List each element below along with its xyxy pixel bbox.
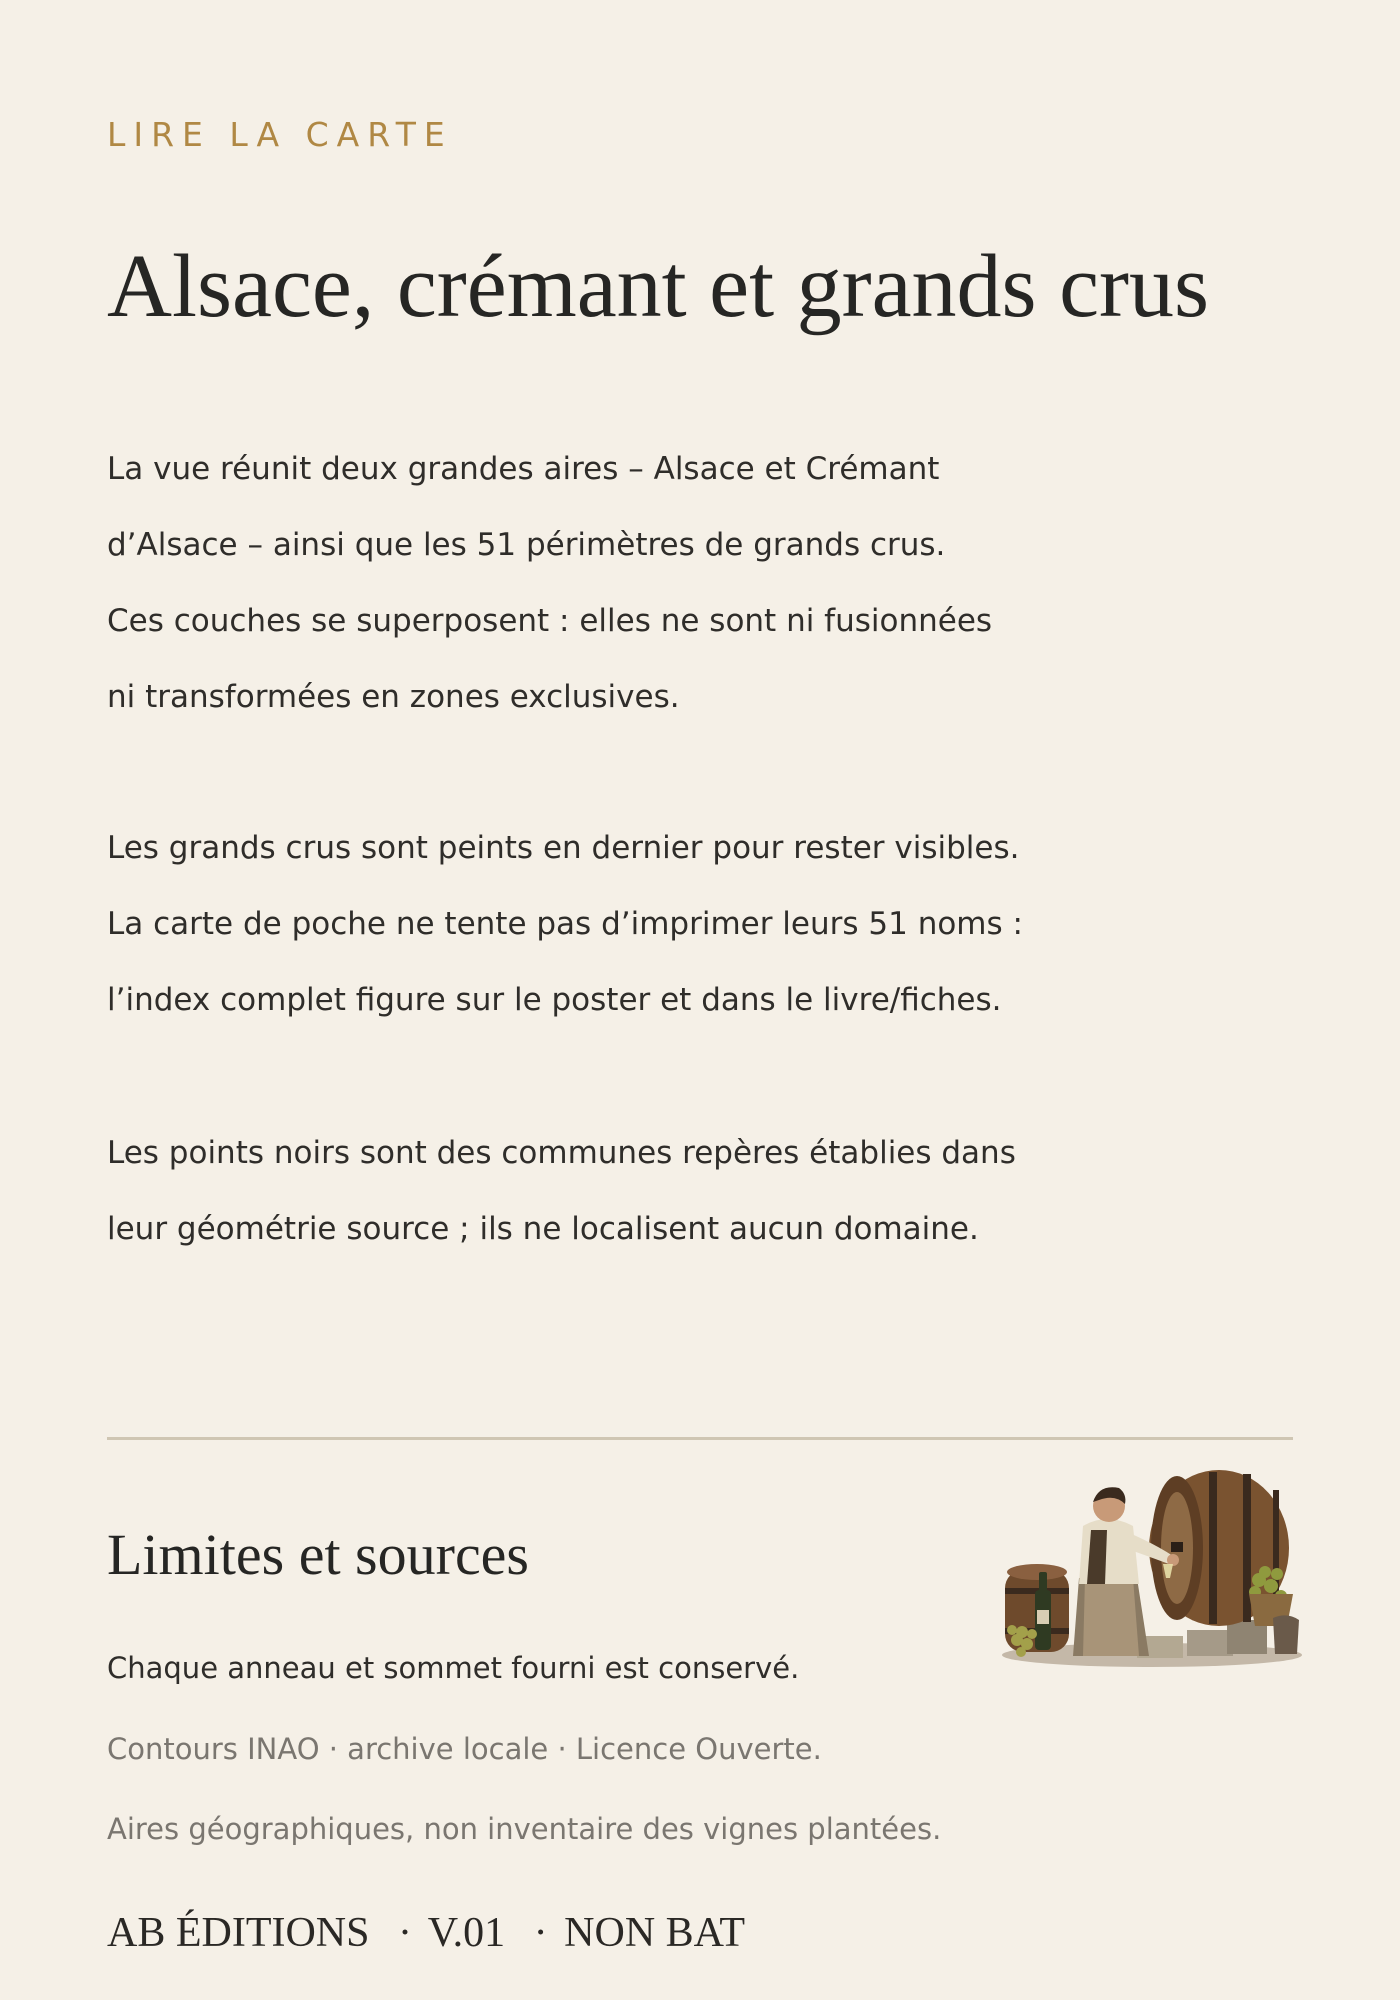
paragraph-line: La carte de poche ne tente pas d’imprimer leurs 51 noms : — [107, 906, 1023, 942]
eyebrow-label: LIRE LA CARTE — [107, 115, 453, 154]
page — [107, 0, 1293, 2000]
footer-publisher: AB ÉDITIONS — [107, 1910, 370, 1956]
limits-note-scope: Aires géographiques, non inventaire des vignes plantées. — [107, 1812, 942, 1846]
paragraph-line: Les points noirs sont des communes repères établies dans — [107, 1135, 1016, 1171]
intro-paragraph-grands-crus — [107, 810, 1067, 1038]
intro-paragraph-communes — [107, 1115, 1067, 1267]
paragraph-line: d’Alsace – ainsi que les 51 périmètres de grands crus. — [107, 527, 946, 563]
paragraph-line: ni transformées en zones exclusives. — [107, 679, 680, 715]
footer-separator: · — [397, 1910, 412, 1956]
paragraph-line: l’index complet figure sur le poster et dans le livre/fiches. — [107, 982, 1002, 1018]
paragraph-line: leur géométrie source ; ils ne localisent aucun domaine. — [107, 1211, 979, 1247]
footer-separator: · — [533, 1910, 548, 1956]
paragraph-line: La vue réunit deux grandes aires – Alsace et Crémant — [107, 451, 940, 487]
intro-paragraph-layers — [107, 431, 1067, 735]
paragraph-line: Les grands crus sont peints en dernier pour rester visibles. — [107, 830, 1020, 866]
limits-section-title: Limites et sources — [107, 1522, 530, 1587]
limits-note-sources: Contours INAO · archive locale · Licence Ouverte. — [107, 1732, 822, 1766]
paragraph-line: Ces couches se superposent : elles ne sont ni fusionnées — [107, 603, 993, 639]
footer-status: NON BAT — [564, 1910, 745, 1956]
footer-version: V.01 — [427, 1910, 506, 1956]
limits-note-rings: Chaque anneau et sommet fourni est conservé. — [107, 1651, 800, 1685]
section-divider — [107, 1437, 1293, 1440]
footer-imprint — [107, 1906, 745, 1960]
page-title: Alsace, crémant et grands crus — [107, 237, 1210, 336]
cellar-master-barrel-illustration — [987, 1460, 1307, 1670]
